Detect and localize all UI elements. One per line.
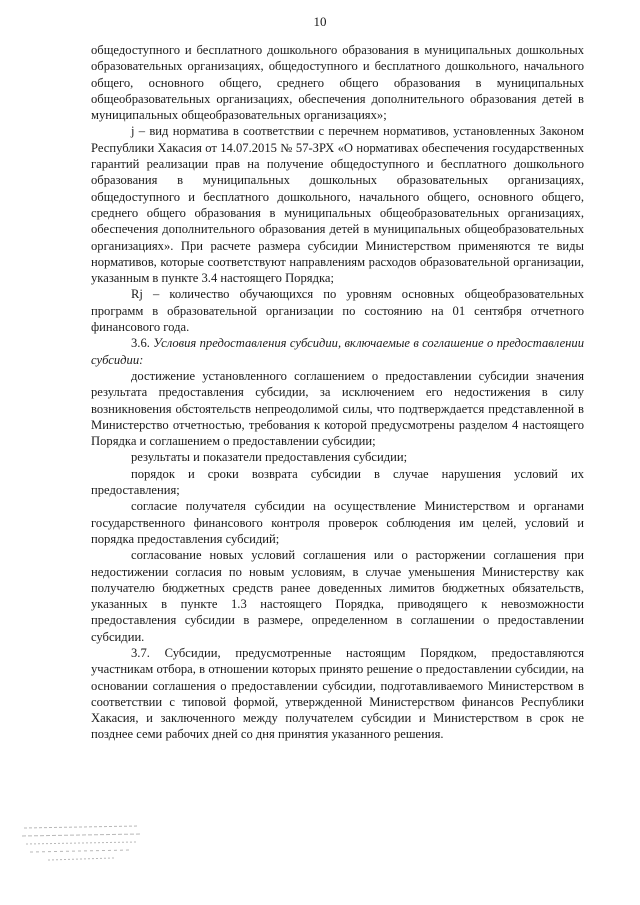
paragraph-norm-type: j – вид норматива в соответствии с перечнем нормативов, установленных Законом Республики Хакасия от 14.07.2015 № 57-ЗРХ «О нормативах обеспечения государственных гарантий реализации прав на получение общедоступного и бесплатного дошкольного образования в муниципальных дошкольных образовательных организациях, общедоступного и бесплатного дошкольного, начального общего, основного общего, среднего общего образования в муниципальных общеобразовательных организациях, обеспечения дополнительного образования детей в муниципальных общеобразовательных организациях». При расчете размера субсидии Министерством применяются те виды нормативов, которые соответствуют направлениям расходов образовательной организации, указанным в пункте 3.4 настоящего Порядка;: [91, 124, 584, 286]
paragraph-condition-result: достижение установленного соглашением о предоставлении субсидии значения результата предоставления субсидии, за исключением его недостижения в силу возникновения обстоятельств непреодолимой силы, что подтверждается представленной в Министерство отчетностью, требования к которой предусмотрены разделом 4 настоящего Порядка и соглашением о предоставлении субсидии;: [91, 368, 584, 449]
paragraph-section-3-6: [91, 335, 584, 368]
paragraph-continued: общедоступного и бесплатного дошкольного образования в муниципальных дошкольных образовательных организациях, общедоступного и бесплатного дошкольного, начального общего, основного общего, среднего общего образования в муниципальных общеобразовательных организациях, обеспечения дополнительного образования детей в муниципальных общеобразовательных организациях»;: [91, 43, 584, 123]
section-number: 3.6.: [131, 336, 150, 351]
paragraph-condition-consent: согласие получателя субсидии на осуществление Министерством и органами государственного финансового контроля проверок соблюдения им целей, условий и порядка предоставления субсидий;: [91, 499, 584, 546]
faded-stamp-mark: [18, 820, 146, 866]
page-number: 10: [313, 14, 327, 29]
paragraph-student-count: Rj – количество обучающихся по уровням основных общеобразовательных программ в образовательной организации по состоянию на 01 сентября отчетного финансового года.: [91, 287, 584, 335]
paragraph-section-3-7: 3.7. Субсидии, предусмотренные настоящим Порядком, предоставляются участникам отбора, в отношении которых принято решение о предоставлении субсидии, на основании соглашения о предоставлении субсидии, подготавливаемого Министерством в соответствии с типовой формой, утвержденной Министерством финансов Республики Хакасия, и заключенного между получателем субсидии и Министерством в срок не позднее семи рабочих дней со дня принятия указанного решения.: [91, 645, 584, 742]
paragraph-condition-new-terms: согласование новых условий соглашения или о расторжении соглашения при недостижении согласия по новым условиям, в случае уменьшения Министерству как получателю бюджетных средств ранее доведенных лимитов бюджетных обязательств, указанных в пункте 1.3 настоящего Порядка, приводящего к невозможности предоставления субсидии в размере, определенном в соглашении о предоставлении субсидии.: [91, 548, 584, 644]
paragraph-condition-indicators: результаты и показатели предоставления субсидии;: [131, 450, 408, 465]
section-heading: Условия предоставления субсидии, включаемые в соглашение о предоставлении субсидии:: [91, 336, 584, 367]
paragraph-condition-return: порядок и сроки возврата субсидии в случае нарушения условий их предоставления;: [91, 466, 584, 498]
document-body: [91, 42, 584, 743]
